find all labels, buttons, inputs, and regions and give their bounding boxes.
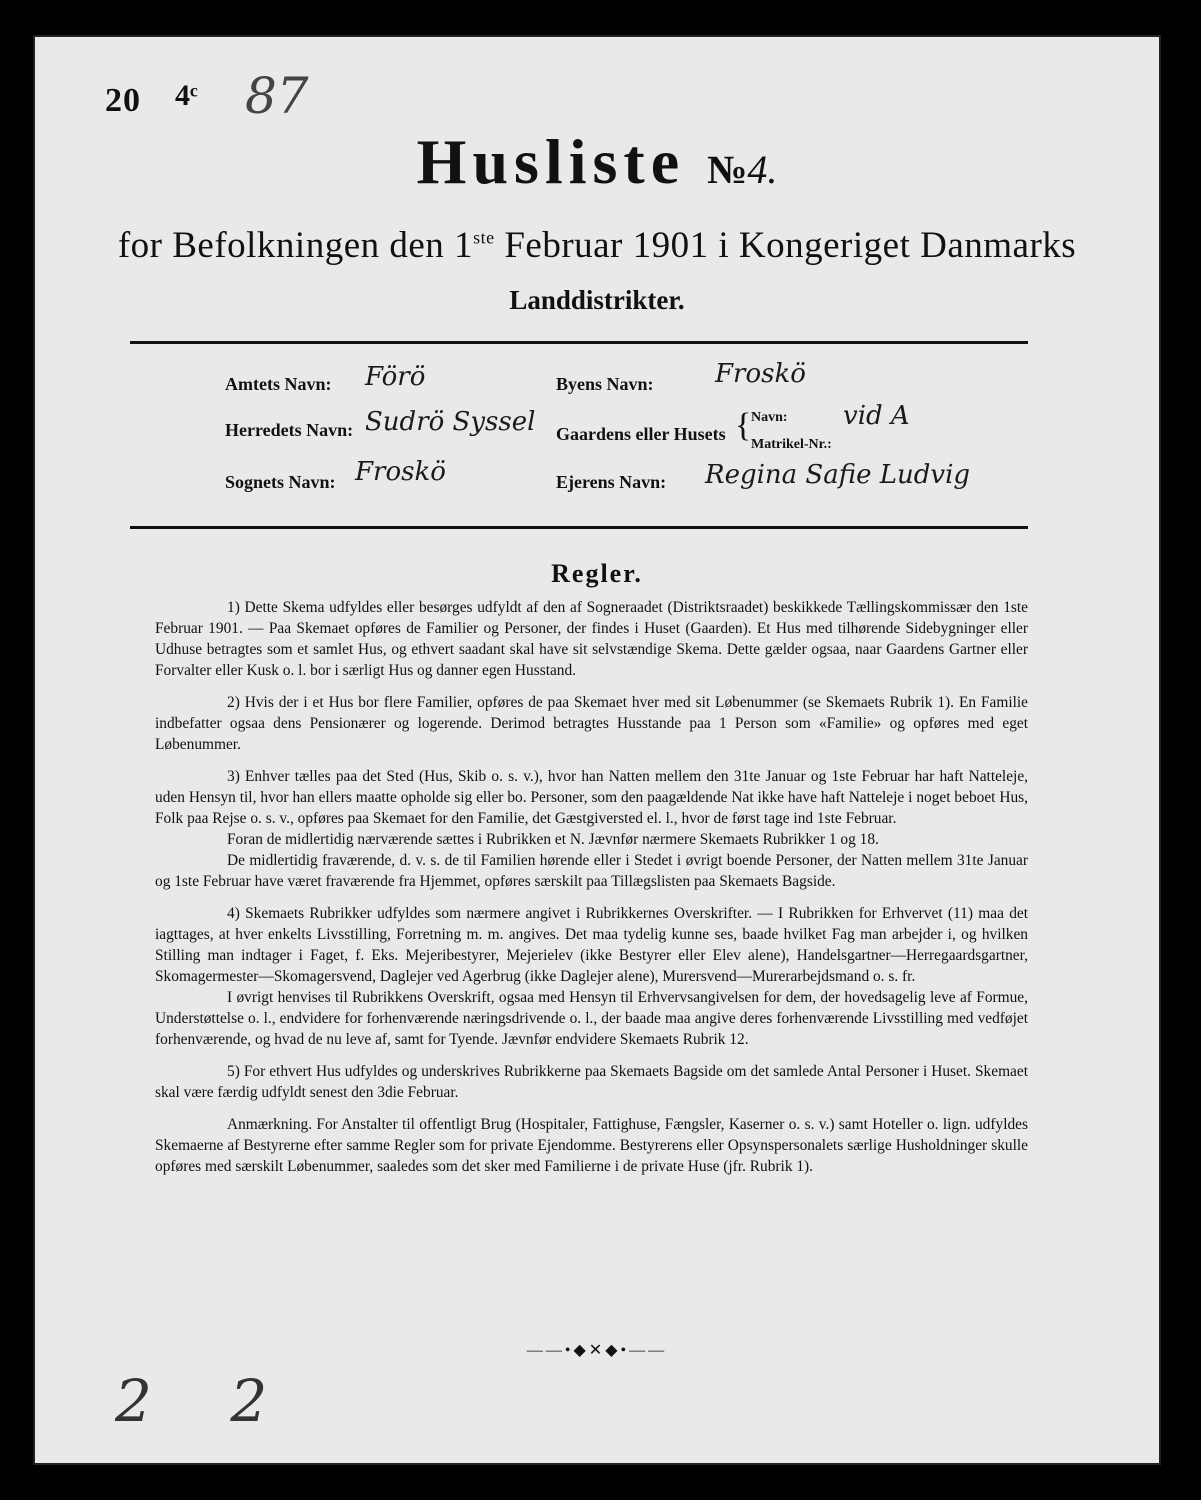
gaard-navn-label: Navn: — [751, 410, 788, 425]
amt-value: Förö — [365, 362, 426, 392]
brace: { — [735, 407, 752, 444]
rule-paragraph: Anmærkning. For Anstalter til offentligt Brug (Hospitaler, Fattighuse, Fængsler, Kaserner o. s. v.) samt Hoteller o. lign. udfyldes Skemaerne af Bestyrerne efter samme Regler som for private Ejendomme. Bestyrerens eller Opsynspersonalets særlige Husholdninger skulle opføres med særskilt Løbenummer, saaledes som det sker med Familierne i de private Huse (jfr. Rubrik 1). — [155, 1116, 1028, 1175]
subtitle-sup: ste — [473, 227, 495, 248]
subtitle-part2: Februar 1901 i Kongeriget Danmarks — [494, 225, 1077, 266]
rule-paragraph: 5) For ethvert Hus udfyldes og underskrives Rubrikkerne paa Skemaets Bagside om det samlede Antal Personer i Huset. Skemaet skal være færdig udfyldt senest den 3die Februar. — [155, 1063, 1028, 1101]
rule-paragraph: 3) Enhver tælles paa det Sted (Hus, Skib o. s. v.), hvor han Natten mellem den 31te Januar og 1ste Februar har haft Natteleje, uden Hensyn til, hvor han ellers maatte opholde sig eller bo. Personer, som den paagældende Nat ikke have haft Natteleje i noget beboet Hus, Folk paa Rejse o. s. v., opføres paa Skemaet for den Familie, det Gæstgiversted el. l., hvor de først tage ind 1ste Februar. — [155, 768, 1028, 827]
number-sign: № — [707, 147, 748, 192]
reference-number: 20 — [105, 82, 141, 119]
by-value: Froskö — [715, 359, 806, 389]
handwritten-reference: 87 — [245, 67, 309, 125]
handwritten-page-number: 2 2 — [115, 1367, 298, 1435]
rules-heading: Regler. — [551, 559, 643, 588]
census-sheet — [33, 35, 1161, 1465]
amt-label: Amtets Navn: — [225, 374, 332, 394]
top-divider — [130, 341, 1028, 344]
rule-paragraph: Foran de midlertidig nærværende sættes i Rubrikken et N. Jævnfør nærmere Skemaets Rubrikker 1 og 18. — [227, 831, 879, 848]
title-main: Husliste — [416, 126, 686, 197]
herred-value: Sudrö Syssel — [365, 407, 536, 437]
rule-paragraph: 2) Hvis der i et Hus bor flere Familier, opføres de paa Skemaet hver med sit Løbenummer (se Skemaets Rubrik 1). En Familie indbefatter ogsaa dens Pensionærer og logerende. Derimod betragtes Husstande paa 1 Person som «Familie» og opføres med eget Løbenummer. — [155, 694, 1028, 753]
gaard-navn-value: vid A — [843, 401, 910, 431]
matrikel-label: Matrikel-Nr.: — [751, 437, 832, 452]
rule-paragraph: I øvrigt henvises til Rubrikkens Overskrift, ogsaa med Hensyn til Erhvervsangivelsen for dem, der hovedsagelig leve af Formue, Understøttelse o. l., endvidere for forhenværende næringsdrivende o. l., der baade maa angive deres forhenværende Livsstilling med vedføjet forhenværende, og hvad de nu leve af, samt for Tyende. Jævnfør endvidere Skemaets Rubrik 12. — [155, 989, 1028, 1048]
ejer-label: Ejerens Navn: — [556, 472, 667, 492]
rule-paragraph: De midlertidig fraværende, d. v. s. de til Familien hørende eller i Stedet i øvrigt boende Personer, der Natten mellem 31te Januar og 1ste Februar have været fraværende fra Hjemmet, opføres særskilt paa Tillægslisten paa Skemaets Bagside. — [155, 852, 1028, 890]
subtitle-part1: for Befolkningen den 1 — [117, 225, 474, 266]
reference-superscript: 4ᶜ — [175, 79, 198, 112]
ejer-value: Regina Safie Ludvig — [705, 460, 971, 490]
by-label: Byens Navn: — [556, 374, 654, 394]
herred-label: Herredets Navn: — [225, 420, 354, 440]
subtitle-landdistrikter: Landdistrikter. — [509, 285, 685, 315]
house-number-handwritten: 4. — [747, 147, 778, 192]
rule-paragraph: 1) Dette Skema udfyldes eller besørges udfyldt af den af Sogneraadet (Distriktsraadet) beskikkede Tællingskommissær den 1ste Februar 1901. — Paa Skemaet opføres de Familier og Personer, der findes i Huset (Gaarden). Et Hus med tilhørende Sidebygninger eller Udhuse betragtes som et samlet Hus, og ethvert saadant skal have sit selvstændige Skema. Dette gælder ogsaa, naar Gaardens Gartner eller Forvalter eller Kusk o. l. bor i særligt Hus og danner egen Husstand. — [155, 599, 1028, 679]
bottom-divider — [130, 526, 1028, 529]
rules-text — [155, 597, 1028, 1188]
sogn-value: Froskö — [355, 457, 446, 487]
ornament-divider: ——•◆✕◆•—— — [526, 1342, 668, 1359]
document-title — [35, 125, 1159, 199]
rule-paragraph: 4) Skemaets Rubrikker udfyldes som nærmere angivet i Rubrikkernes Overskrifter. — I Rubrikken for Erhvervet (11) maa det iagttages, at hver enkelts Livsstilling, Forretning m. m. angives. Det maa tydelig kunne ses, baade hvilket Fag man arbejder i, og hvilken Stilling man indtager i Faget, f. Eks. Mejeribestyrer, Mejerielev (ikke Bestyrer eller Elev alene), Handelsgartner—Herregaardsgartner, Skomagermester—Skomagersvend, Daglejer ved Agerbrug (ikke Daglejer alene), Murersvend—Murerarbejdsmand o. s. fr. — [155, 905, 1028, 985]
gaard-label: Gaardens eller Husets — [556, 424, 726, 444]
subtitle — [35, 224, 1159, 267]
sogn-label: Sognets Navn: — [225, 472, 336, 492]
